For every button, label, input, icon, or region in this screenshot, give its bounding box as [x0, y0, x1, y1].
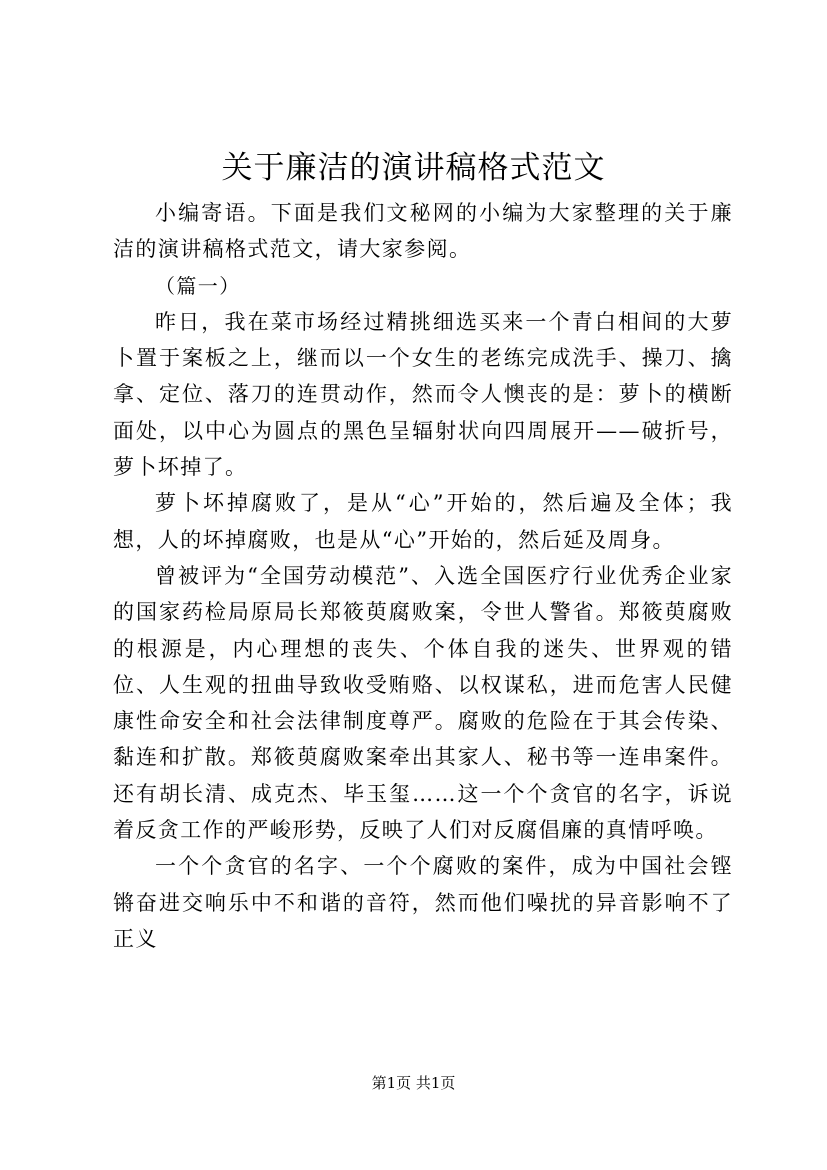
body-paragraph: 昨日，我在菜市场经过精挑细选买来一个青白相间的大萝卜置于案板之上，继而以一个女生的老练完成洗手、操刀、擒拿、定位、落刀的连贯动作，然而令人懊丧的是：萝卜的横断面处，以中心为圆点的黑色呈辐射状向四周展开——破折号，萝卜坏掉了。 [113, 309, 733, 480]
document-title: 关于廉洁的演讲稿格式范文 [221, 150, 606, 186]
section-heading: （篇一） [155, 273, 241, 298]
body-paragraph: 曾被评为“全国劳动模范”、入选全国医疗行业优秀企业家的国家药检局原局长郑筱萸腐败案，令世人警省。郑筱萸腐败的根源是，内心理想的丧失、个体自我的迷失、世界观的错位、人生观的扭曲导致收受贿赂、以权谋私，进而危害人民健康性命安全和社会法律制度尊严。腐败的危险在于其会传染、黏连和扩散。郑筱萸腐败案牵出其家人、秘书等一连串案件。还有胡长清、成克杰、毕玉玺……这一个个贪官的名字，诉说着反贪工作的严峻形势，反映了人们对反腐倡廉的真情呼唤。 [113, 563, 733, 843]
intro-paragraph: 小编寄语。下面是我们文秘网的小编为大家整理的关于廉洁的演讲稿格式范文，请大家参阅。 [113, 201, 733, 262]
body-paragraph: 萝卜坏掉腐败了，是从“心”开始的，然后遍及全体；我想，人的坏掉腐败，也是从“心”开始的，然后延及周身。 [113, 491, 733, 552]
body-paragraph: 一个个贪官的名字、一个个腐败的案件，成为中国社会铿锵奋进交响乐中不和谐的音符，然而他们噪扰的异音影响不了正义 [113, 854, 733, 951]
page-footer: 第1页 共1页 [371, 1074, 456, 1092]
document-body [113, 195, 733, 957]
